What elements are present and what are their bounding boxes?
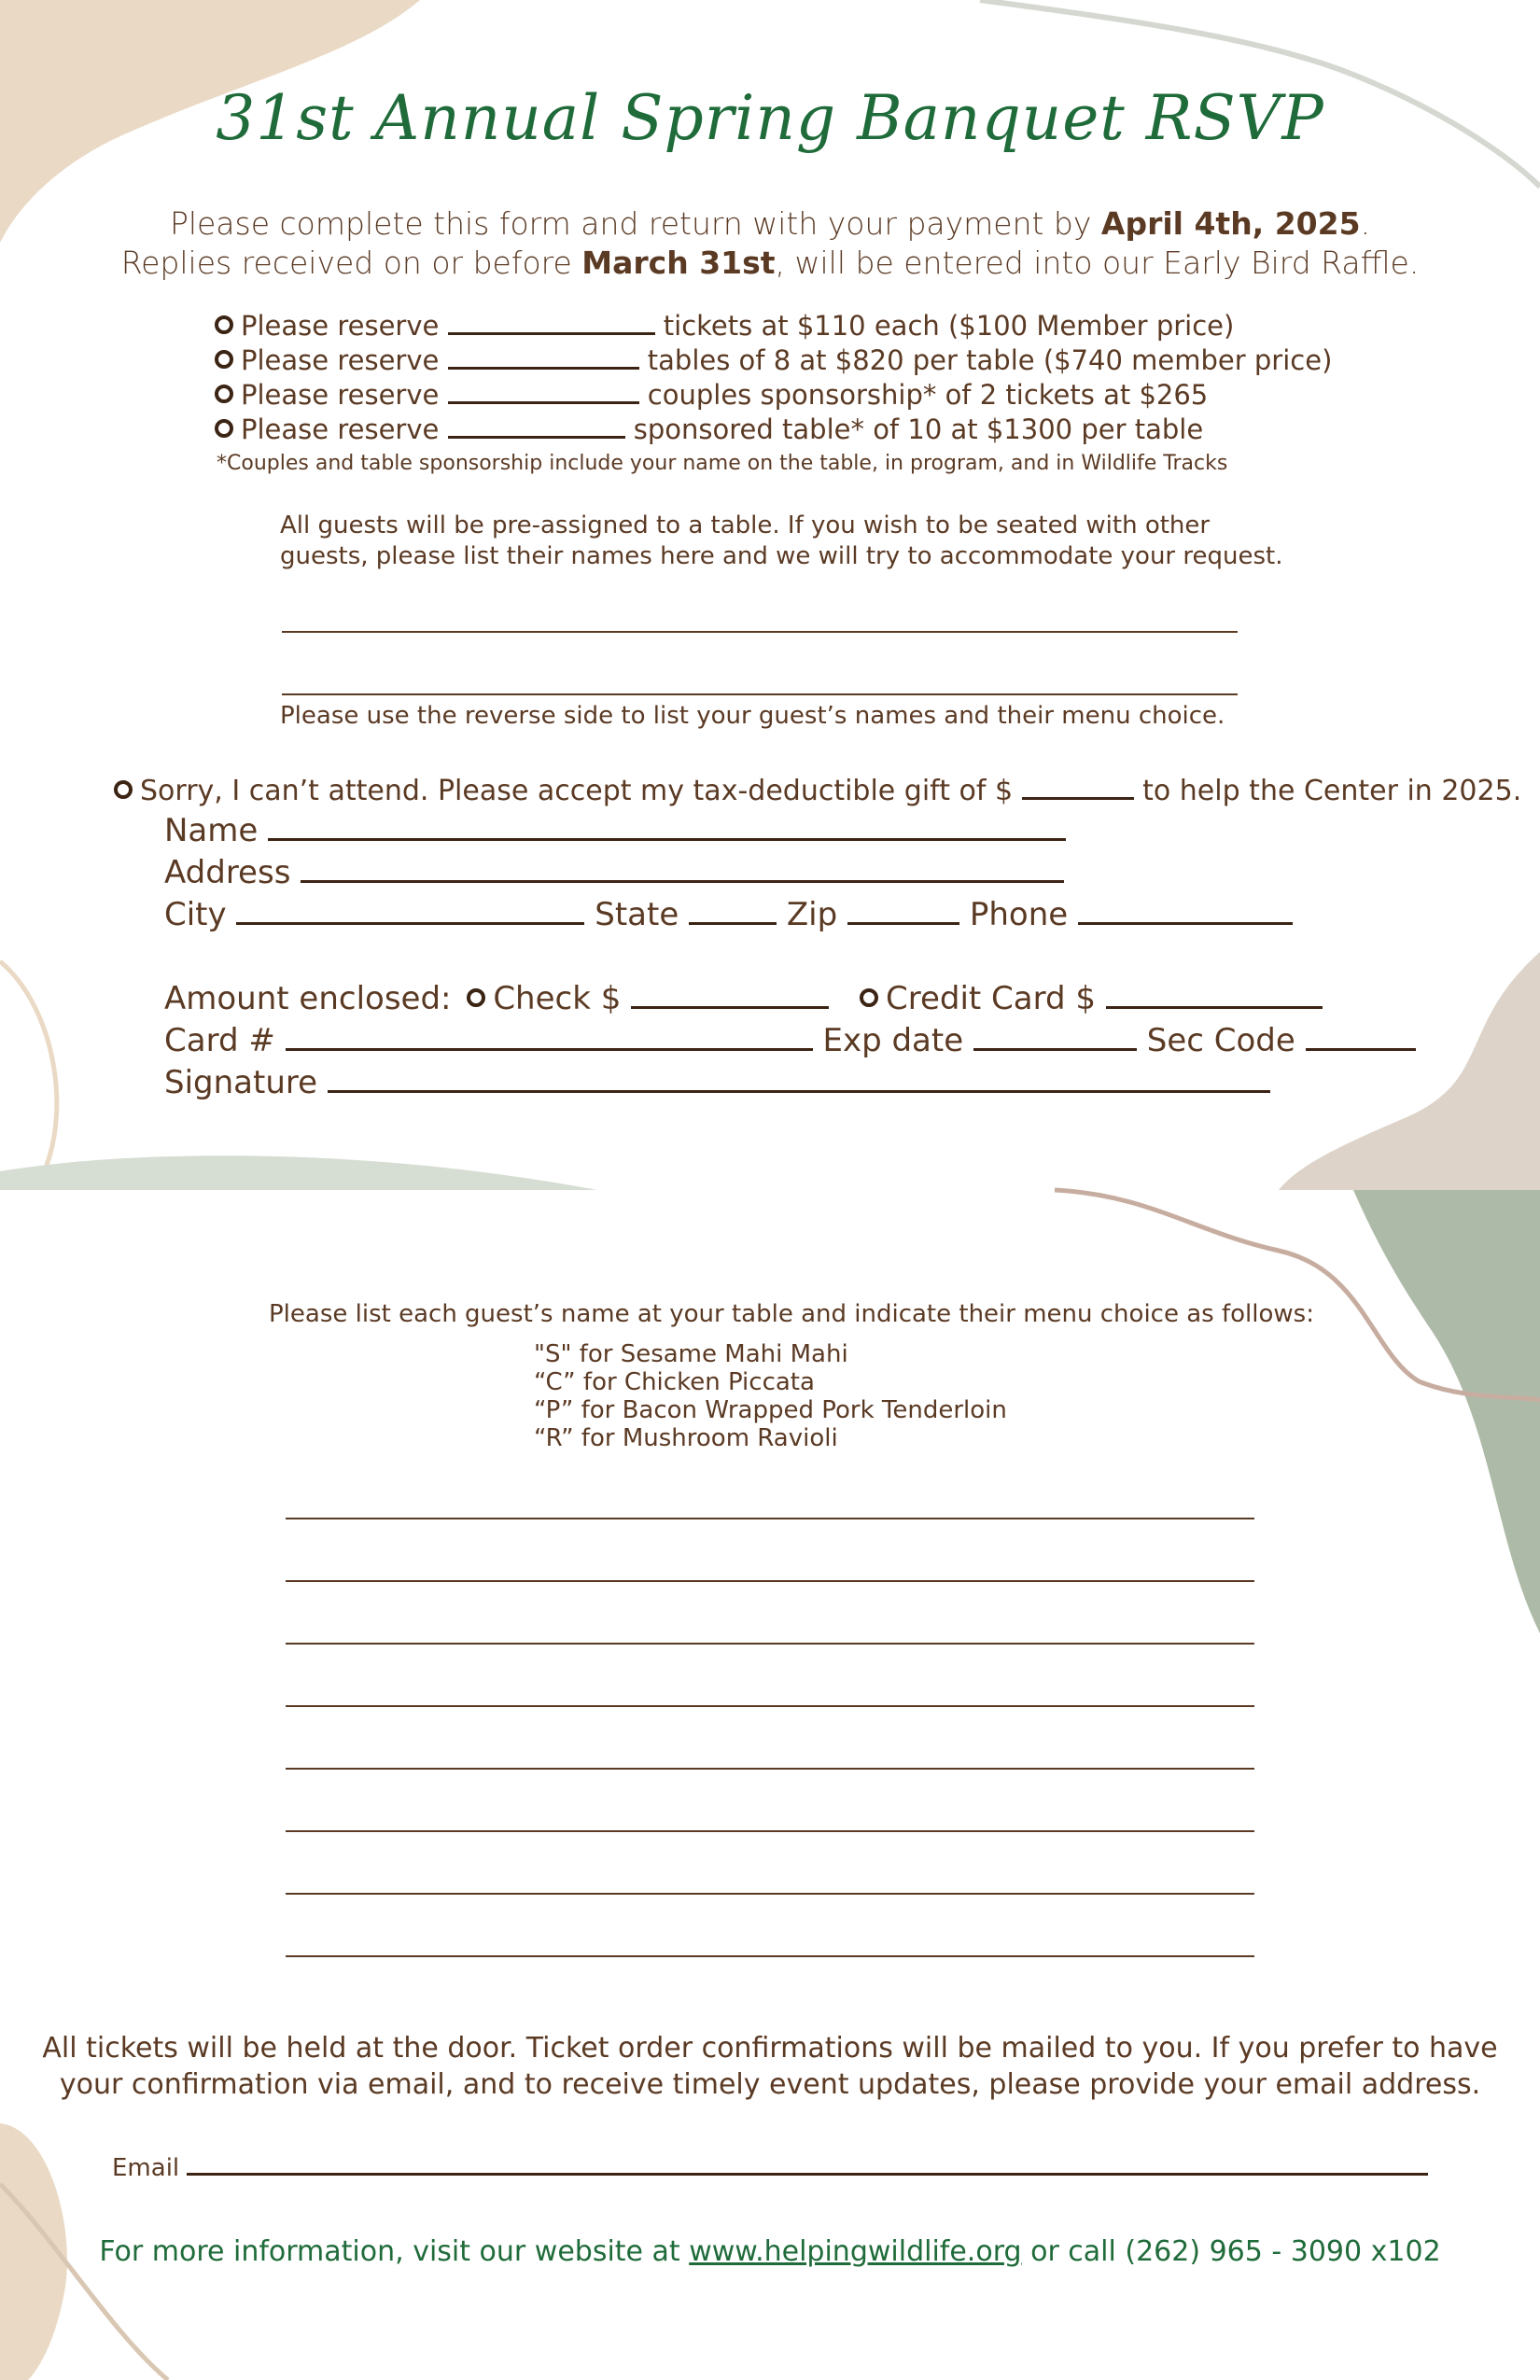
email-label: Email — [112, 2154, 180, 2182]
page-title: 31st Annual Spring Banquet RSVP — [216, 82, 1324, 154]
menu-choices — [534, 1340, 1007, 1452]
zip-label: Zip — [786, 896, 838, 933]
info-text: For more information, visit our website at — [99, 2235, 690, 2268]
early-bird-date: March 31st — [581, 245, 776, 281]
reverse-side-note: Please use the reverse side to list your guest’s names and their menu choice. — [280, 702, 1225, 730]
guest-line-1[interactable] — [286, 1518, 1254, 1519]
name-field[interactable] — [164, 812, 1066, 849]
radio-circle-icon[interactable] — [215, 385, 233, 403]
menu-item: “R” for Mushroom Ravioli — [534, 1424, 838, 1452]
sage-blob-right — [1353, 1190, 1540, 1633]
option-text: tables of 8 at $820 per table ($740 member price) — [647, 344, 1333, 376]
radio-circle-icon[interactable] — [215, 419, 233, 438]
sage-blob-left — [0, 1155, 597, 1190]
address-label: Address — [164, 854, 291, 891]
radio-circle-icon[interactable] — [114, 780, 133, 799]
radio-circle-icon[interactable] — [215, 350, 233, 369]
guest-line-4[interactable] — [286, 1705, 1254, 1707]
address-blank[interactable] — [301, 856, 1064, 883]
signature-label: Signature — [164, 1064, 318, 1101]
guest-line-7[interactable] — [286, 1893, 1254, 1895]
option-prefix: Please reserve — [241, 379, 440, 411]
credit-card-label: Credit Card $ — [885, 980, 1097, 1017]
sponsorship-note: *Couples and table sponsorship include your name on the table, in program, and in Wildlife Tracks — [217, 452, 1228, 475]
email-blank[interactable] — [187, 2154, 1428, 2176]
seating-text-1: All guests will be pre-assigned to a table. If you wish to be seated with other — [280, 511, 1211, 539]
name-blank[interactable] — [268, 814, 1066, 841]
more-info-line — [0, 2235, 1540, 2268]
intro-text: Please complete this form and return with your payment by — [169, 205, 1101, 242]
guest-line-3[interactable] — [286, 1643, 1254, 1645]
guest-line-8[interactable] — [286, 1955, 1254, 1957]
sec-code-blank[interactable] — [1306, 1024, 1416, 1051]
couples-count-blank[interactable] — [448, 377, 639, 404]
guest-list-heading: Please list each guest’s name at your table and indicate their menu choice as follows: — [269, 1300, 1314, 1328]
option-prefix: Please reserve — [241, 310, 440, 342]
seating-request-line-1[interactable] — [282, 631, 1238, 633]
card-number-label: Card # — [164, 1022, 275, 1059]
option-text: couples sponsorship* of 2 tickets at $265 — [647, 379, 1209, 411]
radio-circle-icon[interactable] — [215, 315, 233, 334]
email-field[interactable] — [112, 2154, 1428, 2182]
state-label: State — [595, 896, 679, 933]
phone-blank[interactable] — [1078, 898, 1293, 925]
website-link[interactable]: www.helpingwildlife.org — [689, 2235, 1022, 2268]
reserve-tables-option[interactable] — [215, 343, 1332, 376]
guest-line-2[interactable] — [286, 1580, 1254, 1582]
intro-line-2 — [0, 245, 1540, 281]
amount-enclosed-label: Amount enclosed: — [164, 980, 452, 1017]
donation-text: to help the Center in 2025. — [1142, 775, 1522, 807]
ticket-count-blank[interactable] — [448, 308, 655, 335]
check-label: Check $ — [493, 980, 622, 1017]
deadline-date: April 4th, 2025 — [1100, 205, 1361, 242]
intro-text: . — [1360, 205, 1371, 242]
intro-text: Replies received on or before — [120, 245, 582, 281]
signature-field[interactable] — [164, 1064, 1270, 1101]
gift-amount-blank[interactable] — [1022, 773, 1134, 800]
guest-line-6[interactable] — [286, 1830, 1254, 1832]
tickets-note-line-1: All tickets will be held at the door. Ticket order confirmations will be mailed to you. If you prefer to have — [42, 2032, 1498, 2065]
option-prefix: Please reserve — [241, 413, 440, 445]
card-details-row — [164, 1022, 1416, 1059]
signature-blank[interactable] — [328, 1066, 1270, 1093]
city-label: City — [164, 896, 227, 933]
table-count-blank[interactable] — [448, 343, 639, 370]
exp-date-blank[interactable] — [973, 1024, 1137, 1051]
option-prefix: Please reserve — [241, 344, 440, 376]
intro-text: , will be entered into our Early Bird Raffle. — [775, 245, 1420, 281]
name-label: Name — [164, 812, 259, 849]
reserve-tickets-option[interactable] — [215, 308, 1234, 342]
credit-card-amount-blank[interactable] — [1106, 982, 1323, 1009]
sec-code-label: Sec Code — [1146, 1022, 1295, 1059]
radio-circle-icon[interactable] — [860, 988, 878, 1007]
amount-enclosed-row — [164, 980, 1323, 1017]
city-state-zip-phone-row — [164, 896, 1293, 933]
address-field[interactable] — [164, 854, 1064, 891]
menu-item: “P” for Bacon Wrapped Pork Tenderloin — [534, 1396, 1007, 1424]
guest-line-5[interactable] — [286, 1768, 1254, 1770]
option-text: tickets at $110 each ($100 Member price) — [663, 310, 1235, 342]
option-text: sponsored table* of 10 at $1300 per table — [633, 413, 1204, 445]
menu-item: "S" for Sesame Mahi Mahi — [534, 1340, 848, 1368]
reserve-sponsored-table-option[interactable] — [215, 412, 1203, 445]
intro-line-1 — [0, 205, 1540, 242]
tickets-note-line-2: your confirmation via email, and to receive timely event updates, please provide your email address. — [59, 2068, 1481, 2101]
sponsored-count-blank[interactable] — [448, 412, 625, 439]
radio-circle-icon[interactable] — [467, 988, 485, 1007]
donation-option[interactable] — [114, 773, 1521, 807]
seating-request-line-2[interactable] — [282, 693, 1238, 695]
zip-blank[interactable] — [847, 898, 959, 925]
city-blank[interactable] — [236, 898, 584, 925]
seating-text-2: guests, please list their names here and we will try to accommodate your request. — [280, 542, 1283, 570]
check-amount-blank[interactable] — [631, 982, 829, 1009]
beige-curve-left — [0, 961, 57, 1185]
reserve-couples-option[interactable] — [215, 377, 1208, 411]
menu-item: “C” for Chicken Piccata — [534, 1368, 815, 1396]
phone-label: Phone — [969, 896, 1069, 933]
state-blank[interactable] — [689, 898, 777, 925]
exp-date-label: Exp date — [822, 1022, 964, 1059]
phone-text: or call (262) 965 - 3090 x102 — [1021, 2235, 1441, 2268]
donation-text: Sorry, I can’t attend. Please accept my tax-deductible gift of $ — [140, 775, 1014, 807]
card-number-blank[interactable] — [286, 1024, 813, 1051]
